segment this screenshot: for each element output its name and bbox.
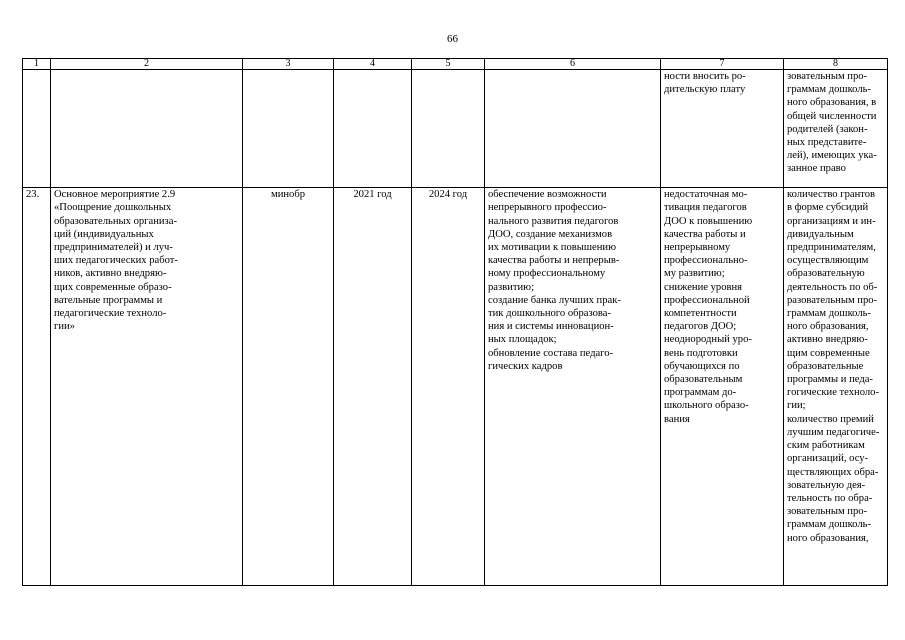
risks: ности вносить ро- дительскую плату [661,70,784,188]
event-name: Основное мероприятие 2.9 «Поощрение дошкольных образовательных организа- ций (индивидуальных предпринимателей) и луч- ших педагогических работ- ников, активно внедряю- щих современные образо- вательные программы и педагогические техноло- гии» [51,188,243,586]
table-header-row [23,59,888,70]
start-year: 2021 год [334,188,412,586]
row-number: 23. [23,188,51,586]
program-table [22,58,888,586]
page-number: 66 [447,33,458,45]
table-row [23,188,888,586]
risks: недостаточная мо- тивация педагогов ДОО к повышению качества работы и непрерывному профессионально- му развитию; снижение уровня профессиональной компетентности педагогов ДОО; неоднородный уро- вень подготовки обучающихся по образовательным программам до- школьного образо- вания [661,188,784,586]
column-number-3: 3 [243,59,334,70]
indicator: зовательным про- граммам дошколь- ного образования, в общей численности родителей (закон- ных представите- лей), имеющих ука- занное право [784,70,888,188]
column-number-7: 7 [661,59,784,70]
column-number-2: 2 [51,59,243,70]
end-year: 2024 год [412,188,485,586]
executor: минобр [243,188,334,586]
indicator: количество грантов в форме субсидий организациям и ин- дивидуальным предпринимателям, осуществляющим образовательную деятельность по об- разовательным про- граммам дошколь- ного образования, активно внедряю- щим современные образовательные программы и педа- гогические техноло- гии; количество премий лучшим педагогиче- ским работникам организаций, осу- ществляющих обра- зовательную дея- тельность по обра- зовательным про- граммам дошколь- ного образования, [784,188,888,586]
expected-result: обеспечение возможности непрерывного профессио- нального развития педагогов ДОО, создание механизмов их мотивации к повышению качества работы и непрерыв- ному профессиональному развитию; создание банка лучших прак- тик дошкольного образова- ния и системы инновацион- ных площадок; обновление состава педаго- гических кадров [485,188,661,586]
event-name [51,70,243,188]
executor [243,70,334,188]
column-number-6: 6 [485,59,661,70]
column-number-8: 8 [784,59,888,70]
column-number-4: 4 [334,59,412,70]
row-number [23,70,51,188]
column-number-5: 5 [412,59,485,70]
table-row [23,70,888,188]
expected-result [485,70,661,188]
end-year [412,70,485,188]
start-year [334,70,412,188]
column-number-1: 1 [23,59,51,70]
